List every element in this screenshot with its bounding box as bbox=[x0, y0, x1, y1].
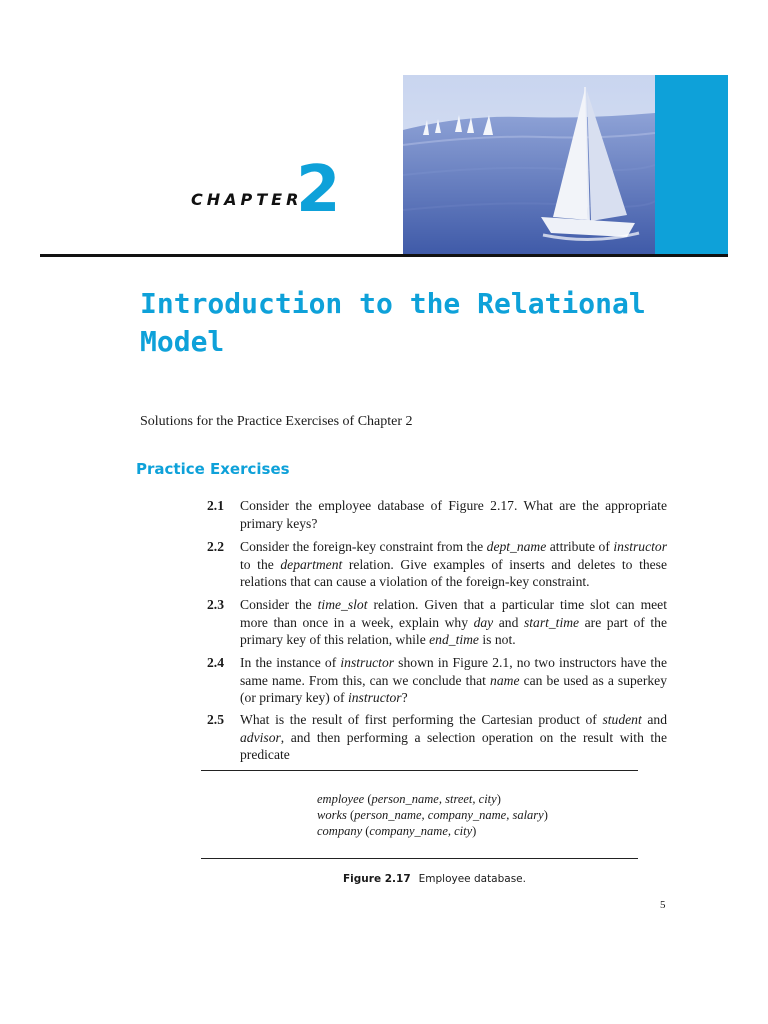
exercise-text: What is the result of first performing the Cartesian product of student and advisor, and then performing a selection operation on the result with the predicate bbox=[240, 712, 667, 762]
exercise-item bbox=[207, 654, 667, 707]
figure-caption bbox=[343, 873, 526, 885]
exercise-number: 2.1 bbox=[207, 498, 224, 513]
figure-caption-label: Figure 2.17 bbox=[343, 873, 411, 885]
exercise-text: Consider the time_slot relation. Given that a particular time slot can meet more than once in a week, explain why day and start_time are part of the primary key of this relation, while end_time is not. bbox=[240, 597, 667, 647]
figure-caption-text: Employee database. bbox=[418, 873, 526, 885]
exercise-text: In the instance of instructor shown in Figure 2.1, no two instructors have the same name. From this, can we conclude that name can be used as a superkey (or primary key) of instructor? bbox=[240, 655, 667, 705]
exercise-item bbox=[207, 497, 667, 532]
exercise-text: Consider the employee database of Figure 2.17. What are the appropriate primary keys? bbox=[240, 498, 667, 531]
exercise-number: 2.5 bbox=[207, 712, 224, 727]
page-number: 5 bbox=[660, 899, 666, 911]
schema-line: company (company_name, city) bbox=[317, 824, 477, 838]
exercise-item bbox=[207, 596, 667, 649]
schema-line: employee (person_name, street, city) bbox=[317, 792, 501, 806]
chapter-label: CHAPTER bbox=[191, 190, 303, 209]
exercise-number: 2.2 bbox=[207, 539, 224, 554]
chapter-color-tab bbox=[655, 75, 728, 255]
schema-line: works (person_name, company_name, salary) bbox=[317, 808, 548, 822]
exercise-text: Consider the foreign-key constraint from the dept_name attribute of instructor to the department relation. Give examples of inserts and deletes to these relations that can cause a violation of the foreign-key constraint. bbox=[240, 539, 667, 589]
figure-rule-top bbox=[201, 770, 638, 771]
figure-rule-bottom bbox=[201, 858, 638, 859]
chapter-title: Introduction to the Relational Model bbox=[140, 287, 646, 358]
exercise-item bbox=[207, 711, 667, 764]
subtitle: Solutions for the Practice Exercises of Chapter 2 bbox=[140, 414, 413, 429]
sailboat-photo bbox=[403, 75, 655, 255]
exercise-number: 2.4 bbox=[207, 655, 224, 670]
header-rule bbox=[40, 254, 728, 257]
exercise-number: 2.3 bbox=[207, 597, 224, 612]
exercise-item bbox=[207, 538, 667, 591]
section-heading: Practice Exercises bbox=[136, 460, 290, 478]
chapter-number: 2 bbox=[296, 153, 341, 227]
